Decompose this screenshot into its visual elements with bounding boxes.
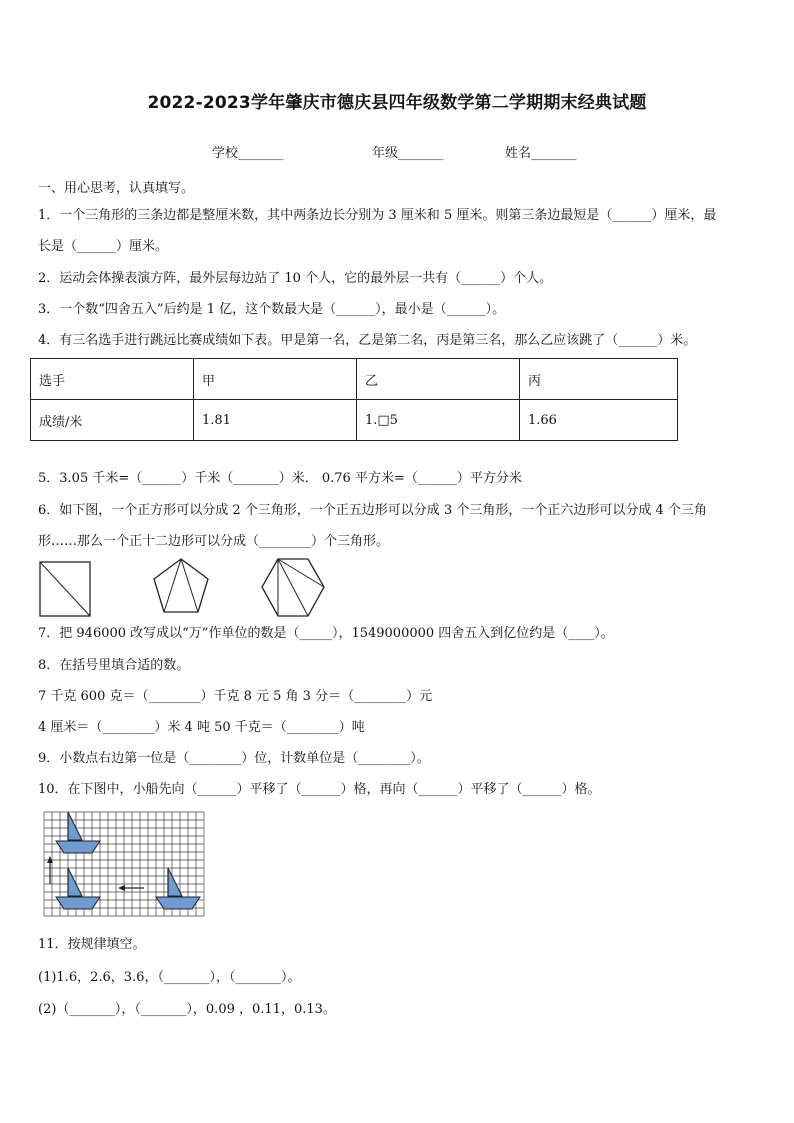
scores-table: [30, 358, 678, 441]
question-6-line-1: 6．如下图，一个正方形可以分成 2 个三角形，一个正五边形可以分成 3 个三角形，一个正六边形可以分成 4 个三角: [38, 503, 707, 518]
boat-shape: [156, 868, 200, 909]
question-8-row-1: 7 千克 600 克＝（________）千克 8 元 5 角 3 分＝（________）元: [38, 689, 433, 704]
question-4: 4．有三名选手进行跳远比赛成绩如下表。甲是第一名，乙是第二名，丙是第三名，那么乙应该跳了（______）米。: [38, 333, 697, 348]
school-field: 学校_______: [212, 146, 284, 161]
question-1-line-1: 1．一个三角形的三条边都是整厘米数，其中两条边长分别为 3 厘米和 5 厘米。则第三条边最短是（______）厘米，最: [38, 208, 717, 223]
grade-field: 年级_______: [372, 146, 444, 161]
question-11-part-1: (1)1.6，2.6，3.6，（_______），（_______）。: [38, 970, 301, 985]
section-heading: 一、用心思考，认真填写。: [38, 181, 195, 196]
question-3: 3．一个数“四舍五入”后约是 1 亿，这个数最大是（______），最小是（______）。: [38, 302, 506, 317]
table-cell: 乙: [357, 359, 520, 400]
question-10: 10．在下图中，小船先向（______）平移了（______）格，再向（______）平移了（______）格。: [38, 782, 601, 797]
question-6-line-2: 形……那么一个正十二边形可以分成（________）个三角形。: [38, 534, 390, 549]
table-cell: 丙: [520, 359, 678, 400]
hexagon-figure: [258, 556, 328, 620]
question-5: 5．3.05 千米=（______）千米（_______）米． 0.76 平方米=（______）平方分米: [38, 471, 522, 486]
table-cell: 1.□5: [357, 400, 520, 441]
grid-figure: [44, 812, 212, 924]
boat-shape: [56, 868, 100, 909]
table-cell: 甲: [194, 359, 357, 400]
question-8-row-2: 4 厘米＝（________）米 4 吨 50 千克＝（________）吨: [38, 720, 365, 735]
question-1-line-2: 长是（______）厘米。: [38, 239, 169, 254]
table-cell: 成绩/米: [31, 400, 194, 441]
pentagon-figure: [150, 556, 212, 618]
question-9: 9．小数点右边第一位是（________）位，计数单位是（________）。: [38, 751, 430, 766]
question-8-title: 8．在括号里填合适的数。: [38, 658, 190, 673]
page-title: 2022-2023学年肇庆市德庆县四年级数学第二学期期末经典试题: [147, 93, 647, 113]
question-7: 7．把 946000 改写成以“万”作单位的数是（_____），1549000000 四舍五入到亿位约是（____）。: [38, 626, 614, 641]
name-field: 姓名_______: [505, 146, 577, 161]
square-figure: [38, 560, 94, 618]
question-11-part-2: (2)（_______），（_______），0.09 ，0.11，0.13。: [38, 1002, 336, 1017]
boat-shape: [56, 812, 100, 853]
table-header-row: [31, 359, 678, 400]
question-2: 2．运动会体操表演方阵，最外层每边站了 10 个人，它的最外层一共有（______）个人。: [38, 271, 553, 286]
table-cell: 1.66: [520, 400, 678, 441]
table-row: [31, 400, 678, 441]
question-11-title: 11．按规律填空。: [38, 937, 146, 952]
table-cell: 选手: [31, 359, 194, 400]
table-cell: 1.81: [194, 400, 357, 441]
